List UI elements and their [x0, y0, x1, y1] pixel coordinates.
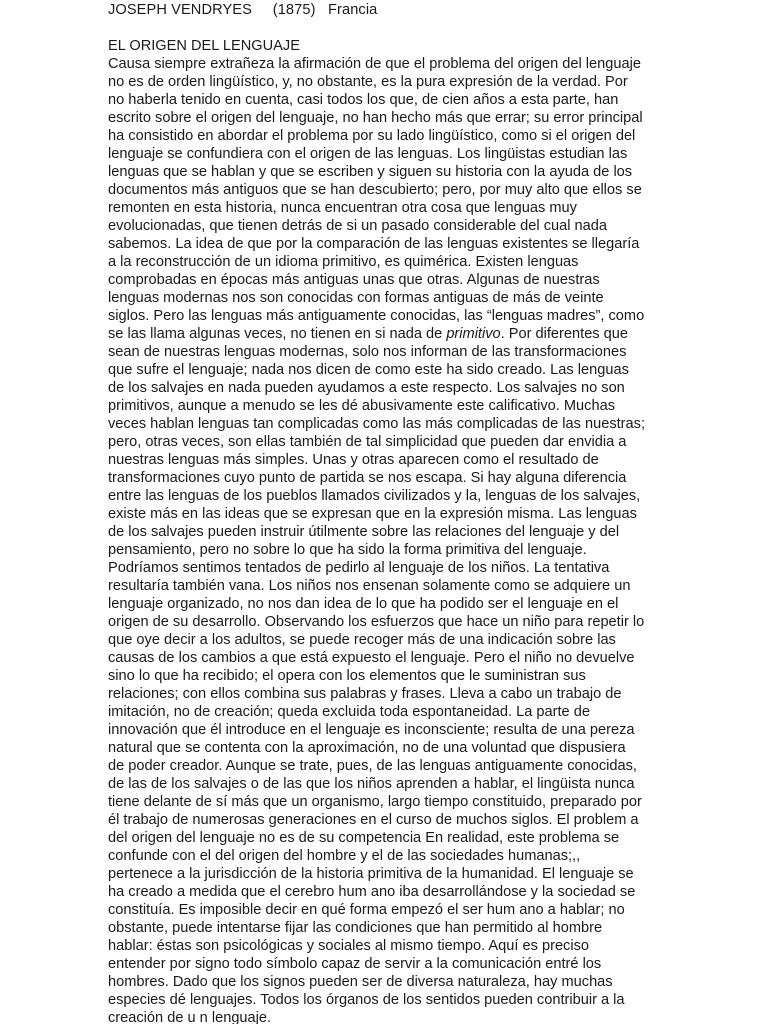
body-line: de los salvajes pueden instruir útilmente sobre las relaciones del lenguaje y del — [108, 524, 620, 540]
body-line: confunde con el del origen del hombre y el de las sociedades humanas;,, — [108, 848, 581, 864]
body-line: lenguaje organizado, no nos dan idea de lo que ha podido ser el lenguaje en el — [108, 596, 619, 612]
author-country: Francia — [328, 2, 378, 18]
body-line: imitación, no de creación; queda excluida toda espontaneidad. La parte de — [108, 704, 590, 720]
body-line: Causa siempre extrañeza la afirmación de que el problema del origen del lenguaje — [108, 56, 641, 72]
body-line: pertenece a la jurisdicción de la historia primitiva de la humanidad. El lenguaje se — [108, 866, 634, 882]
body-line: documentos más antiguos que se han descubierto; pero, por muy alto que ellos se — [108, 182, 642, 198]
body-line: sean de nuestras lenguas modernas, solo nos informan de las transformaciones — [108, 344, 627, 360]
body-line: que sufre el lenguaje; nada nos dicen de como este ha sido creado. Las lenguas — [108, 362, 629, 378]
body-line: pero, otras veces, son ellas también de tal simplicidad que pueden dar envidia a — [108, 434, 627, 450]
author-year: (1875) — [272, 2, 316, 18]
body-line: que oye decir a los adultos, se puede recoger más de una indicación sobre las — [108, 632, 616, 648]
body-line: hablar: éstas son psicológicas y sociales al mismo tiempo. Aquí es preciso — [108, 938, 590, 954]
body-line: ha consistido en abordar el problema por su lado lingüístico, como si el origen del — [108, 128, 636, 144]
body-line: de los salvajes en nada pueden ayudamos a este respecto. Los salvajes no son — [108, 380, 625, 396]
document-title: EL ORIGEN DEL LENGUAJE — [108, 38, 300, 54]
document-header — [108, 1, 662, 19]
body-line: transformaciones cuyo punto de partida se nos escapa. Si hay alguna diferencia — [108, 470, 627, 486]
body-line: resultaría también vana. Los niños nos ensenan solamente como se adquiere un — [108, 578, 631, 594]
body-line: entender por signo todo símbolo capaz de servir a la comunicación entré los — [108, 956, 602, 972]
body-line: sino lo que ha recibido; el opera con los elementos que le suministran sus — [108, 668, 586, 684]
body-line: natural que se contenta con la aproximación, no de una voluntad que dispusiera — [108, 740, 626, 756]
body-line: relaciones; con ellos combina sus palabras y frases. Lleva a cabo un trabajo de — [108, 686, 622, 702]
body-line: se las llama algunas veces, no tienen en si nada de primitivo. Por diferentes que — [108, 326, 629, 342]
body-line: de poder creador. Aunque se trate, pues, de las lenguas antiguamente conocidas, — [108, 758, 637, 774]
body-line: lenguaje se confundiera con el origen de las lenguas. Los lingüistas estudian las — [108, 146, 628, 162]
body-line: no haberla tenido en cuenta, casi todos los que, de cien años a esta parte, han — [108, 92, 619, 108]
body-line: creación de u n lenguaje. — [108, 1010, 272, 1024]
body-line: tiene delante de sí más que un organismo, largo tiempo constituido, preparado por — [108, 794, 642, 810]
body-line: pensamiento, pero no sobre lo que ha sido la forma primitiva del lenguaje. — [108, 542, 587, 558]
body-line: hombres. Dado que los signos pueden ser de diversa naturaleza, hay muchas — [108, 974, 613, 990]
body-line: existe más en las ideas que se expresan que en la expresión misma. Las lenguas — [108, 506, 637, 522]
body-line: remonten en esta historia, nunca encuentran otra cosa que lenguas muy — [108, 200, 577, 216]
body-line: especies dé lenguajes. Todos los órganos de los sentidos pueden contribuir a la — [108, 992, 625, 1008]
body-line: él trabajo de numerosas generaciones en el curso de muchos siglos. El problem a — [108, 812, 639, 828]
body-line: ha creado a medida que el cerebro hum ano iba desarrollándose y la sociedad se — [108, 884, 636, 900]
body-line: no es de orden lingüístico, y, no obstante, es la pura expresión de la verdad. Por — [108, 74, 628, 90]
body-line: Podríamos sentimos tentados de pedirlo al lenguaje de los niños. La tentativa — [108, 560, 610, 576]
body-line: constituía. Es imposible decir en qué forma empezó el ser hum ano a hablar; no — [108, 902, 625, 918]
document-body — [108, 55, 662, 1024]
author-name: JOSEPH VENDRYES — [108, 2, 252, 18]
body-line: de las de los salvajes o de las que los niños aprenden a hablar, el lingüista nunca — [108, 776, 635, 792]
body-line: sabemos. La idea de que por la comparación de las lenguas existentes se llegaría — [108, 236, 640, 252]
body-line: primitivos, aunque a menudo se les dé abusivamente este calificativo. Muchas — [108, 398, 615, 414]
body-line: lenguas que se hablan y que se escriben y siguen su historia con la ayuda de los — [108, 164, 633, 180]
body-line: siglos. Pero las lenguas más antiguamente conocidas, las “lenguas madres”, como — [108, 308, 645, 324]
body-line: obstante, puede intentarse fijar las condiciones que han permitido al hombre — [108, 920, 603, 936]
body-line: innovación que él introduce en el lenguaje es inconsciente; resulta de una pereza — [108, 722, 635, 738]
body-line: nuestras lenguas más simples. Unas y otras aparecen como el resultado de — [108, 452, 599, 468]
body-line: causas de los cambios a que está expuesto el lenguaje. Pero el niño no devuelve — [108, 650, 635, 666]
body-line: del origen del lenguaje no es de su competencia En realidad, este problema se — [108, 830, 620, 846]
body-line: lenguas modernas nos son conocidas con formas antiguas de más de veinte — [108, 290, 604, 306]
body-line: origen de su desarrollo. Observando los esfuerzos que hace un niño para repetir lo — [108, 614, 645, 630]
body-line: veces hablan lenguas tan complicadas como las más complicadas de las nuestras; — [108, 416, 646, 432]
body-line: escrito sobre el origen del lenguaje, no han hecho más que errar; su error principal — [108, 110, 643, 126]
italic-word: primitivo — [446, 326, 501, 342]
body-line: entre las lenguas de los pueblos llamados civilizados y la, lenguas de los salvajes, — [108, 488, 641, 504]
body-line: comprobadas en épocas más antiguas unas que otras. Algunas de nuestras — [108, 272, 600, 288]
body-line: evolucionadas, que tienen detrás de si un pasado considerable del cual nada — [108, 218, 607, 234]
body-line: a la reconstrucción de un idioma primitivo, es quimérica. Existen lenguas — [108, 254, 579, 270]
